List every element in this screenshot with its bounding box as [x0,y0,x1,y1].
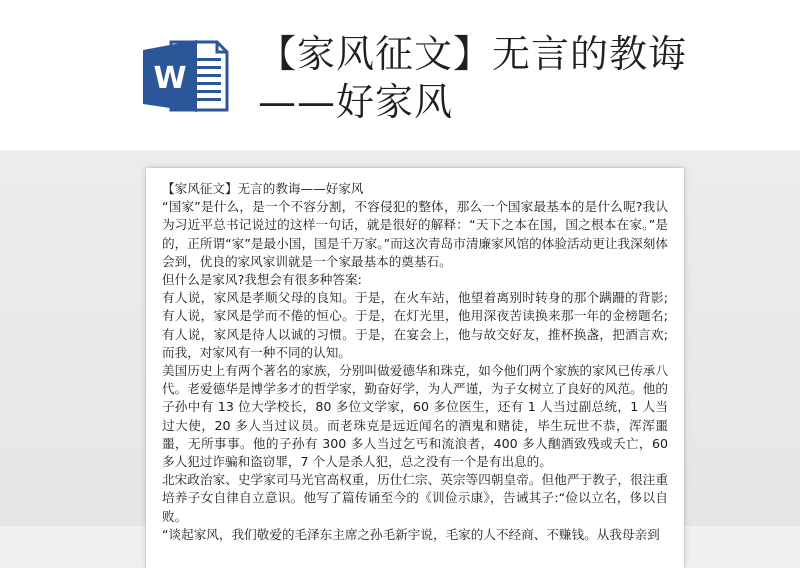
document-title: 【家风征文】无言的教诲——好家风 [258,32,688,124]
document-body [162,180,668,544]
document-heading: 【家风征文】无言的教诲——好家风 [162,181,364,196]
paragraph: 美国历史上有两个著名的家族，分别叫做爱德华和珠克，如今他们两个家族的家风已传承八代。老爱德华是博学多才的哲学家，勤奋好学，为人严谨，为子女树立了良好的风范。他的子孙中有 13 位大学校长，80 多位文学家，60 多位医生，还有 1 人当过副总统，1 人当过大使，20 多人当过议员。而老珠克是远近闻名的酒鬼和赌徒，毕生玩世不恭，浑浑噩噩，无所事事。他的子孙有 300 多人当过乞丐和流浪者，400 多人酗酒致残或夭亡，60 多人犯过诈骗和盗窃罪，7 个人是杀人犯，总之没有一个是有出息的。 [162,363,668,470]
icon-letter: W [153,61,187,96]
document-page [146,168,684,568]
paragraph: “国家”是什么，是一个不容分割，不容侵犯的整体，那么一个国家最基本的是什么呢?我认为习近平总书记说过的这样一句话，就是很好的解释：“天下之本在国，国之根本在家。”是的，正所谓“家”是最小国，国是千万家。”而这次青岛市清廉家风馆的体验活动更让我深刻体会到，优良的家风家训就是一个家最基本的奠基石。 [162,199,668,269]
paragraph: “谈起家风，我们敬爱的毛泽东主席之孙毛新宇说，毛家的人不经商、不赚钱。从我母亲到 [162,526,660,542]
paragraph: 北宋政治家、史学家司马光官高权重，历仕仁宗、英宗等四朝皇帝。但他严于教子，很注重培养子女自律自立意识。他写了篇传诵至今的《训俭示康》，告诫其子:“俭以立名，侈以自败。 [162,472,668,524]
paragraph: 但什么是家风?我想会有很多种答案: [162,272,362,288]
word-document-icon [141,36,237,116]
paragraph: 有人说，家风是孝顺父母的良知。于是，在火车站，他望着离别时转身的那个蹒跚的背影;有人说，家风是学而不倦的恒心。于是，在灯光里，他用深夜苦读换来那一年的金榜题名;有人说，家风是待人以诚的习惯。于是，在宴会上，他与故交好友，推杯换盏，把酒言欢;而我，对家风有一种不同的认知。 [162,290,668,360]
